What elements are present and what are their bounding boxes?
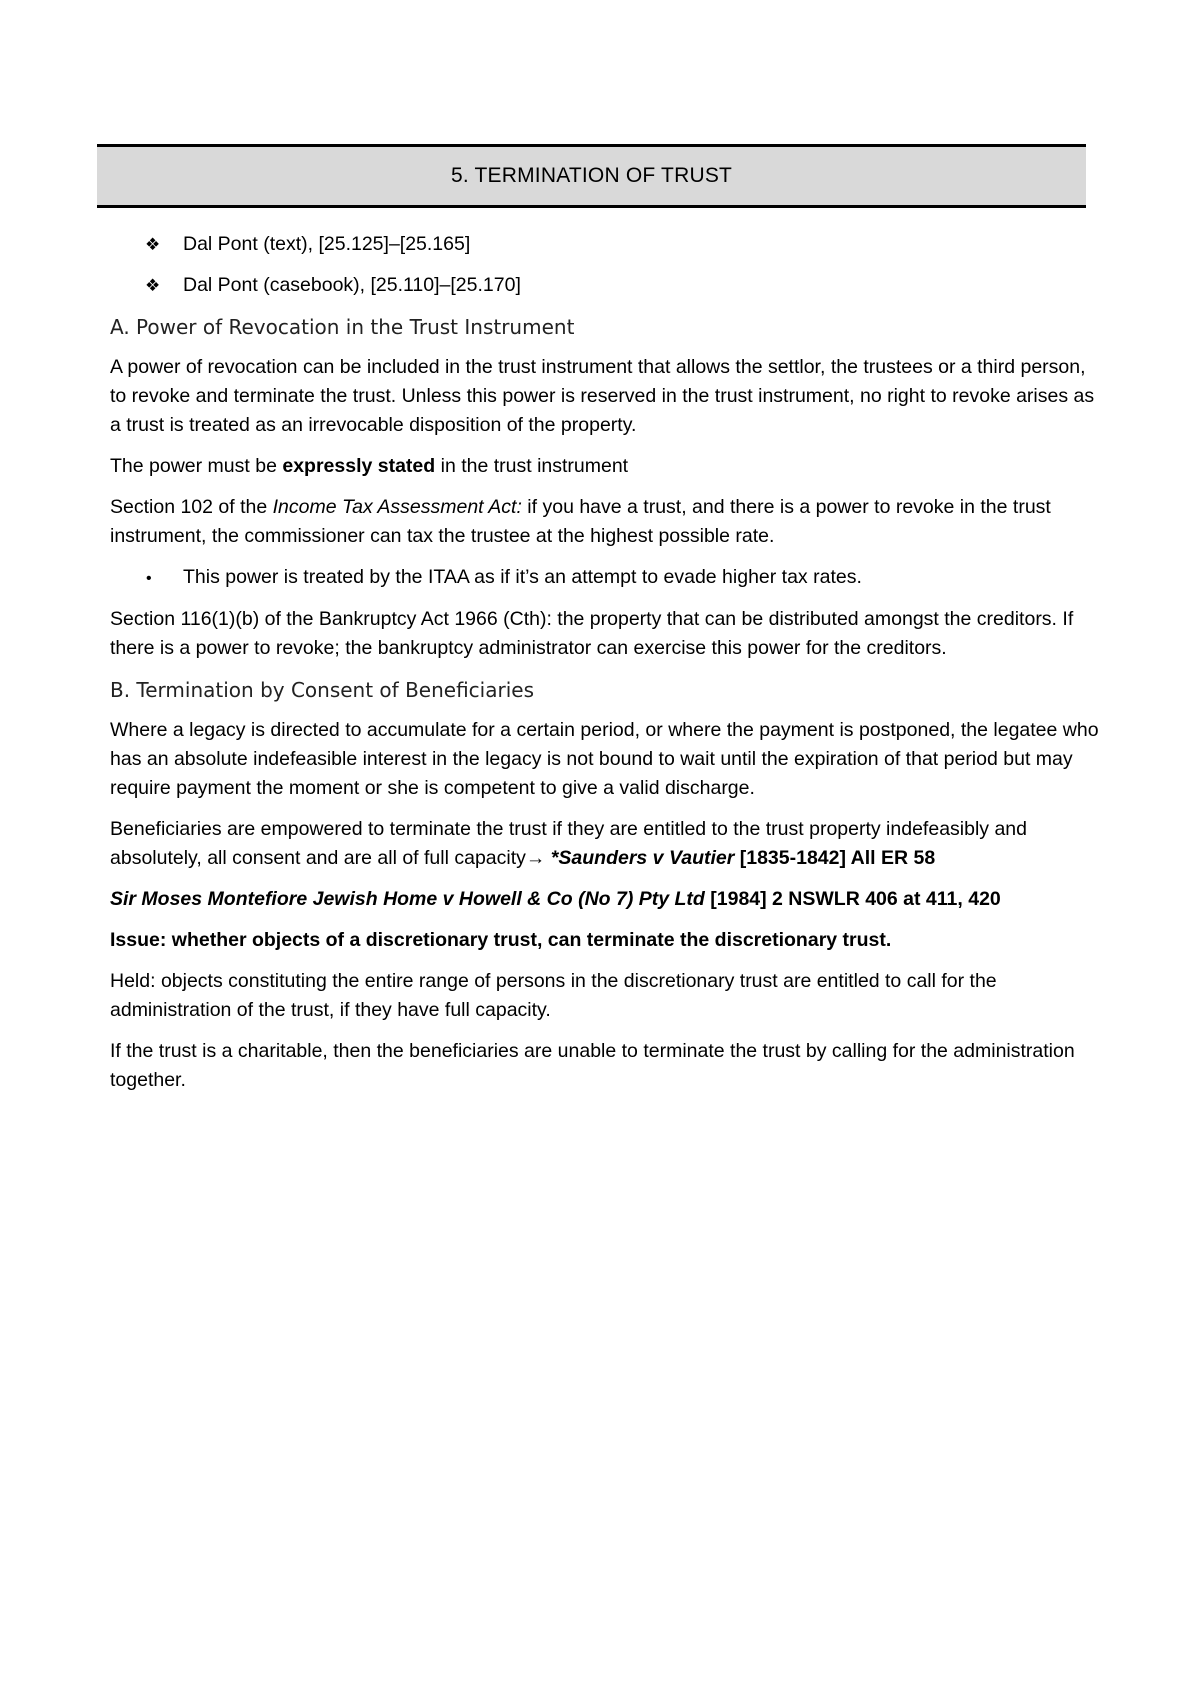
case-citation: [1835-1842] All ER 58 [734, 847, 936, 869]
act-title: Income Tax Assessment Act: [272, 496, 522, 518]
charitable-paragraph: If the trust is a charitable, then the beneficiaries are unable to terminate the trust by calling for the administration together. [110, 1040, 1075, 1091]
issue-statement: Issue: whether objects of a discretionary trust, can terminate the discretionary trust. [110, 929, 892, 951]
section-a-paragraph-2 [110, 452, 1100, 481]
document-body [110, 230, 1100, 1107]
case-name: *Saunders v Vautier [545, 847, 735, 869]
section-b-paragraph-2 [110, 815, 1100, 873]
section-a-heading: A. Power of Revocation in the Trust Instrument [110, 315, 575, 339]
reference-text: Dal Pont (text), [25.125]–[25.165] [183, 233, 471, 255]
reference-item [110, 271, 1100, 300]
reference-list [110, 230, 1100, 300]
case-citation: [1984] 2 NSWLR 406 at 411, 420 [704, 888, 1001, 910]
case-name: Sir Moses Montefiore Jewish Home v Howell & Co (No 7) Pty Ltd [110, 888, 705, 910]
bullet-item [110, 563, 1100, 593]
page-title: 5. TERMINATION OF TRUST [450, 164, 733, 187]
case-heading [110, 885, 1100, 914]
text-run: Beneficiaries are empowered to terminate the trust if they are entitled to the trust property indefeasibly and absolutely, all consent and are all of full capacity [110, 818, 1027, 869]
text-run: Section 102 of the [110, 496, 273, 518]
text-run: The power must be [110, 455, 283, 477]
reference-item [110, 230, 1100, 259]
section-title-bar [97, 144, 1086, 208]
held-statement: Held: objects constituting the entire range of persons in the discretionary trust are entitled to call for the administration of the trust, if they have full capacity. [110, 970, 997, 1021]
section-b-heading: B. Termination by Consent of Beneficiaries [110, 678, 534, 702]
emphasis-text: expressly stated [282, 455, 436, 477]
diamond-bullet-icon: ❖ [145, 276, 161, 295]
arrow-right-icon: → [525, 847, 546, 869]
text-run: in the trust instrument [435, 455, 629, 477]
round-bullet-icon: • [146, 570, 152, 587]
bullet-text: This power is treated by the ITAA as if it’s an attempt to evade higher tax rates. [183, 566, 862, 588]
section-a-paragraph-4: Section 116(1)(b) of the Bankruptcy Act 1966 (Cth): the property that can be distributed amongst the creditors. If there is a power to revoke; the bankruptcy administrator can exercise this power for the creditors. [110, 608, 1074, 659]
text-run: if you have a trust, and there is a power to revoke in the trust instrument, the commissioner can tax the trustee at the highest possible rate. [110, 496, 1051, 547]
reference-text: Dal Pont (casebook), [25.110]–[25.170] [183, 274, 521, 296]
section-a-paragraph-3 [110, 493, 1100, 551]
section-b-paragraph-1: Where a legacy is directed to accumulate for a certain period, or where the payment is postponed, the legatee who has an absolute indefeasible interest in the legacy is not bound to wait until the expiration of that period but may require payment the moment or she is competent to give a valid discharge. [110, 719, 1099, 799]
section-a-paragraph-1: A power of revocation can be included in the trust instrument that allows the settlor, the trustees or a third person, to revoke and terminate the trust. Unless this power is reserved in the trust instrument, no right to revoke arises as a trust is treated as an irrevocable disposition of the property. [110, 356, 1095, 436]
diamond-bullet-icon: ❖ [145, 235, 161, 254]
